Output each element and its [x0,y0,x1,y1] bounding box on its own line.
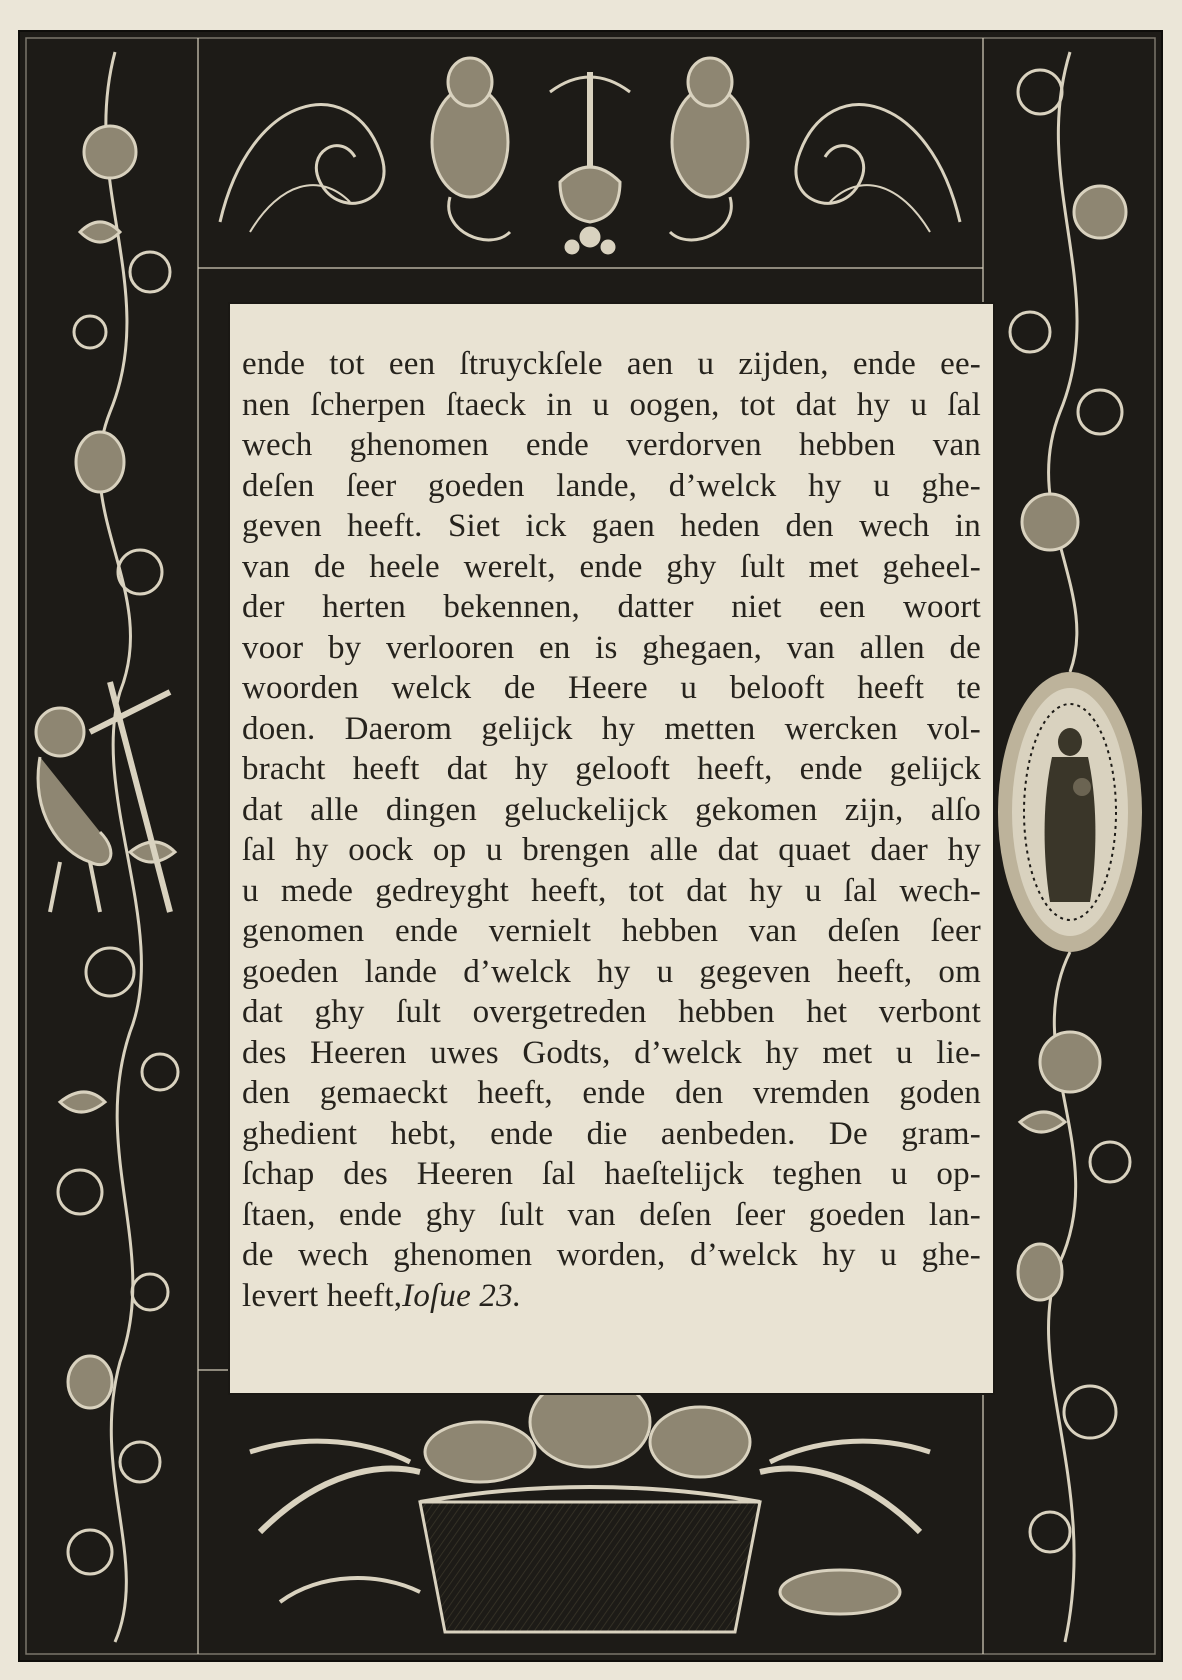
verse-line: geven heeft. Siet ick gaen heden den wech in [242,508,981,544]
verse-line: voor by verlooren en is ghegaen, van allen de [242,629,981,666]
verse-line: nen ſcherpen ſtaeck in u oogen, tot dat hy u ſal [242,386,981,423]
text-panel [228,302,995,1395]
verse-line: ſtaen, ende ghy ſult van deſen ſeer goeden lan- [242,1196,981,1233]
verse-line: der herten bekennen, datter niet een woort [242,589,981,625]
verse-line: ſchap des Heeren ſal haeſtelijck teghen u op- [242,1156,981,1192]
verse-line: woorden welck de Heere u belooft heeft te [242,670,981,706]
verse-last-line-text: levert heeft, [242,1277,403,1314]
verse-line: den gemaeckt heeft, ende den vremden goden [242,1075,981,1111]
verse-line: doen. Daerom gelijck hy metten wercken vol- [242,710,981,747]
verse-line: wech ghenomen ende verdorven hebben van [242,427,981,463]
verse-line: dat alle dingen geluckelijck gekomen zijn, alſo [242,791,981,828]
verse-line: ende tot een ſtruyckſele aen u zijden, ende ee- [242,346,981,382]
verse-line: genomen ende vernielt hebben van deſen ſeer [242,913,981,949]
scripture-reference: Ioſue 23. [402,1277,522,1314]
woodcut-border [18,30,1163,1662]
verse-last-line [242,1276,981,1317]
madonna-oval-icon [998,672,1142,952]
verse-line: u mede gedreyght heeft, tot dat hy u ſal wech- [242,872,981,909]
verse-text [242,344,981,1276]
verse-line: ghedient hebt, ende die aenbeden. De gram- [242,1115,981,1152]
verse-line: bracht heeft dat hy gelooft heeft, ende gelijck [242,751,981,787]
verse-line: deſen ſeer goeden lande, d’welck hy u ghe- [242,467,981,504]
verse-line: van de heele werelt, ende ghy ſult met geheel- [242,548,981,585]
verse-line: ſal hy oock op u brengen alle dat quaet daer hy [242,832,981,868]
verse-line: de wech ghenomen worden, d’welck hy u ghe- [242,1237,981,1273]
verse-line: des Heeren uwes Godts, d’welck hy met u lie- [242,1034,981,1071]
verse-line: dat ghy ſult overgetreden hebben het verbont [242,994,981,1030]
verse-line: goeden lande d’welck hy u gegeven heeft, om [242,953,981,990]
